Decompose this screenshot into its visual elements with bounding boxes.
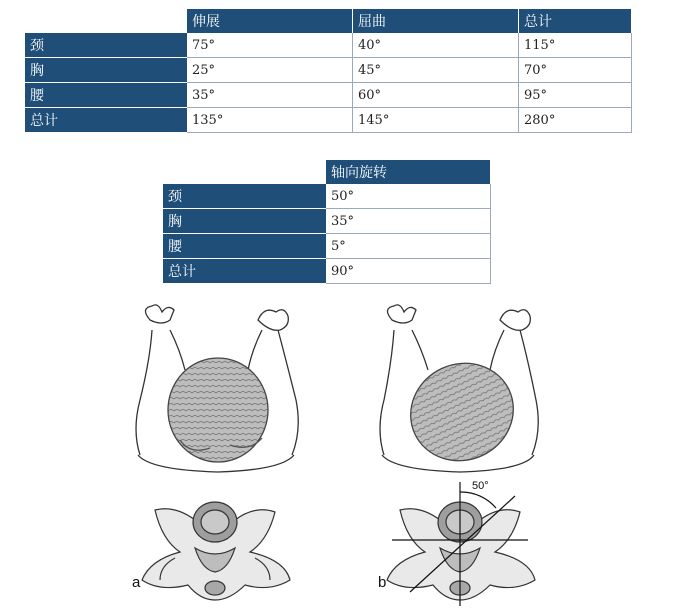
table-cell: 40° [353, 33, 519, 58]
row-header-total: 总计 [163, 259, 326, 284]
table-cell: 70° [519, 58, 632, 83]
table-cell: 5° [326, 234, 491, 259]
column-header-axial-rotation: 轴向旋转 [326, 160, 491, 184]
person-top-view-a [136, 305, 298, 472]
table-cell: 35° [326, 209, 491, 234]
row-header-thoracic: 胸 [163, 209, 326, 234]
row-header-total: 总计 [25, 108, 187, 133]
angle-label: 50° [472, 480, 489, 492]
table-cell: 60° [353, 83, 519, 108]
row-header-lumbar: 腰 [163, 234, 326, 259]
table-cell: 115° [519, 33, 632, 58]
vertebra-diagram-a [142, 502, 290, 600]
row-header-thoracic: 胸 [25, 58, 187, 83]
table-cell: 45° [353, 58, 519, 83]
table-cell: 25° [187, 58, 353, 83]
table-cell: 135° [187, 108, 353, 133]
figure-label-a: a [132, 574, 141, 591]
table-cell: 75° [187, 33, 353, 58]
row-header-lumbar: 腰 [25, 83, 187, 108]
table-cell: 95° [519, 83, 632, 108]
person-top-view-b [380, 305, 538, 478]
column-header-extension: 伸展 [187, 9, 353, 33]
figure-label-b: b [378, 574, 387, 591]
table-cell: 145° [353, 108, 519, 133]
table-cell: 90° [326, 259, 491, 284]
table-cell: 280° [519, 108, 632, 133]
column-header-flexion: 屈曲 [353, 9, 519, 33]
column-header-total: 总计 [519, 9, 632, 33]
table-cell: 35° [187, 83, 353, 108]
row-header-cervical: 颈 [25, 33, 187, 58]
row-header-cervical: 颈 [163, 184, 326, 209]
vertebra-diagram-b [387, 502, 535, 600]
table-cell: 50° [326, 184, 491, 209]
